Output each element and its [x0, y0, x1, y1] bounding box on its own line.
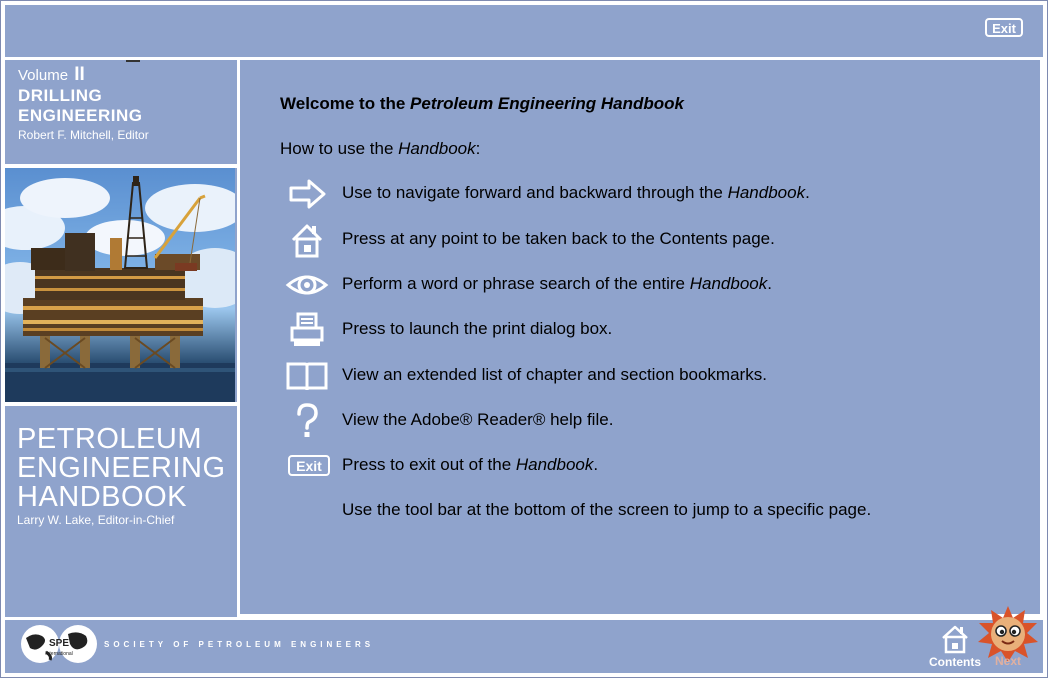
list-item-print	[280, 310, 1000, 350]
book-icon[interactable]	[285, 356, 329, 396]
spe-logo-subtext: International	[45, 651, 73, 657]
question-icon[interactable]	[285, 401, 329, 441]
next-label: Next	[994, 654, 1021, 668]
spe-logo	[20, 624, 100, 664]
list-item-contents	[280, 220, 1000, 260]
item-suffix: .	[593, 455, 599, 474]
item-italic: Handbook	[689, 274, 768, 293]
list-item-text	[342, 274, 772, 294]
item-text: Perform a word or phrase search of the entire	[342, 274, 690, 293]
volume-info	[5, 60, 235, 164]
item-text: View an extended list of chapter and section bookmarks.	[342, 365, 767, 384]
handbook-title-line3: HANDBOOK	[17, 481, 187, 513]
contents-label: Contents	[929, 655, 981, 669]
list-item-search	[280, 265, 1000, 305]
instructions-panel	[237, 57, 1043, 617]
society-name: SOCIETY OF PETROLEUM ENGINEERS	[104, 640, 375, 649]
list-item-help	[280, 401, 1000, 441]
item-text: Press to launch the print dialog box.	[342, 319, 613, 338]
item-suffix: .	[805, 183, 810, 202]
footer-divider	[5, 617, 1043, 620]
handbook-title-line1: PETROLEUM	[17, 423, 202, 455]
list-item-toolbar-note	[280, 491, 1000, 531]
volume-title-line1: DRILLING	[18, 86, 103, 105]
howto-italic: Handbook	[398, 139, 476, 158]
arrow-right-icon[interactable]	[285, 174, 329, 214]
list-item-text	[342, 365, 767, 385]
list-item-text	[342, 500, 871, 520]
item-text: Press to exit out of the	[342, 455, 516, 474]
volume-title-line2: ENGINEERING	[18, 106, 143, 125]
printer-icon[interactable]	[285, 310, 329, 350]
list-item-exit	[280, 446, 1000, 486]
next-button[interactable]	[976, 604, 1040, 674]
offshore-rig-illustration	[5, 168, 235, 402]
spe-logo-text: SPE	[48, 638, 70, 649]
left-divider-bottom	[5, 402, 237, 406]
offshore-rig-image	[5, 168, 235, 402]
home-icon[interactable]	[285, 220, 329, 260]
eye-icon[interactable]	[285, 265, 329, 305]
item-text: Use the tool bar at the bottom of the screen to jump to a specific page.	[342, 500, 872, 519]
decorative-mark	[126, 60, 140, 62]
list-item-text	[342, 183, 810, 203]
handbook-editor: Larry W. Lake, Editor-in-Chief	[17, 513, 175, 527]
item-text: Press at any point to be taken back to the Contents page.	[342, 229, 775, 248]
item-italic: Handbook	[727, 183, 806, 202]
handbook-title	[17, 425, 226, 512]
list-item-text	[342, 455, 598, 475]
volume-text: Volume	[18, 67, 69, 84]
list-item-bookmarks	[280, 356, 1000, 396]
item-italic: Handbook	[515, 455, 594, 474]
item-text: View the Adobe® Reader® help file.	[342, 410, 614, 429]
item-suffix: .	[767, 274, 772, 293]
welcome-prefix: Welcome to the	[280, 94, 411, 113]
handbook-title-line2: ENGINEERING	[17, 452, 226, 484]
exit-icon[interactable]: Exit	[288, 455, 330, 476]
howto-heading	[280, 139, 480, 159]
volume-editor: Robert F. Mitchell, Editor	[18, 128, 149, 142]
list-item-text	[342, 319, 612, 339]
list-item-text	[342, 229, 775, 249]
howto-prefix: How to use the	[280, 139, 399, 158]
welcome-title: Petroleum Engineering Handbook	[410, 94, 684, 113]
list-item-navigate	[280, 174, 1000, 214]
volume-label	[18, 64, 85, 86]
item-text: Use to navigate forward and backward through the	[342, 183, 728, 202]
volume-number: II	[74, 64, 85, 85]
exit-button[interactable]: Exit	[985, 18, 1023, 37]
welcome-heading	[280, 94, 684, 114]
howto-suffix: :	[475, 139, 481, 158]
list-item-text	[342, 410, 613, 430]
